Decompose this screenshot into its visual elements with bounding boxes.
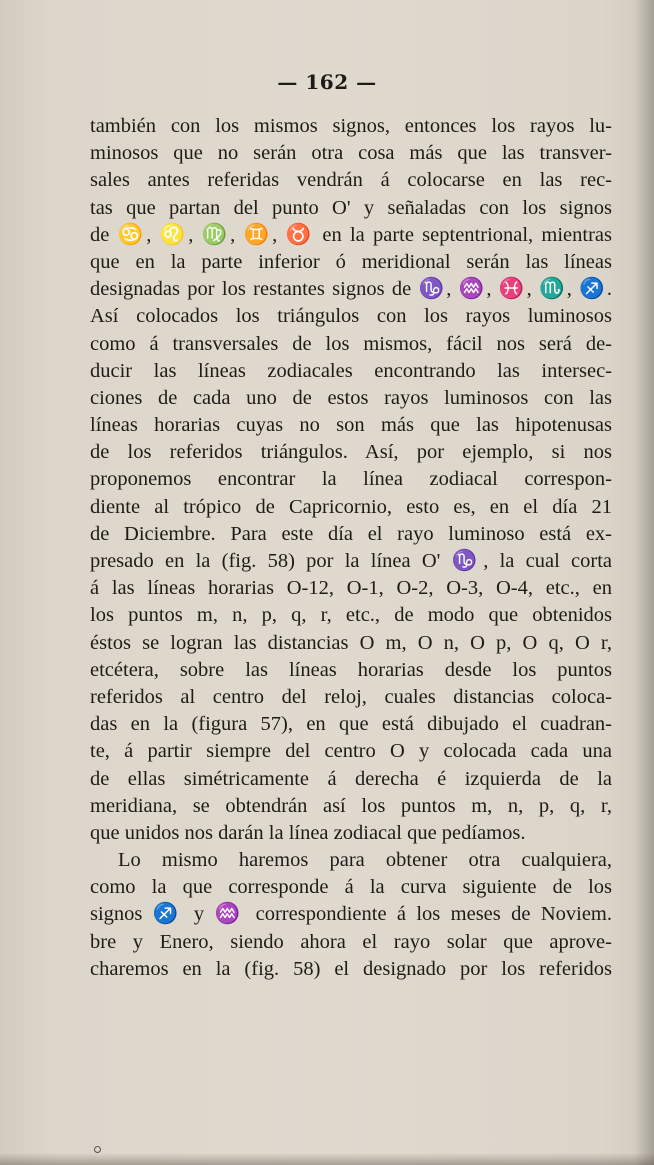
text-line: como á transversales de los mismos, fácil nos será de- [90,332,612,355]
text-line-paragraph-end: que unidos nos darán la línea zodiacal que pedíamos. [90,821,526,844]
text-line: los puntos m, n, p, q, r, etc., de modo que obtenidos [90,604,612,627]
text-line: de Diciembre. Para este día el rayo luminoso está ex- [90,522,612,545]
text-line: te, á partir siempre del centro O y colocada cada una [90,740,612,763]
text-line: tas que partan del punto O' y señaladas con los signos [90,196,612,219]
text-line: designadas por los restantes signos de ♑, ♒, ♓, ♏, ♐. [90,278,612,301]
text-line: signos ♐ y ♒ correspondiente á los meses de Noviem. [90,903,612,926]
text-line: líneas horarias cuyas no son más que las hipotenusas [90,414,612,437]
text-line: de ellas simétricamente á derecha é izquierda de la [90,767,612,790]
text-line: de ♋, ♌, ♍, ♊, ♉ en la parte septentrional, mientras [90,223,612,246]
text-line: presado en la (fig. 58) por la línea O' ♑, la cual corta [90,550,612,572]
text-line: ducir las líneas zodiacales encontrando las intersec- [90,359,612,382]
text-line: Así colocados los triángulos con los rayos luminosos [90,305,612,328]
text-line: referidos al centro del reloj, cuales distancias coloca- [90,685,612,708]
text-line-paragraph-start: Lo mismo haremos para obtener otra cualquiera, [118,849,612,872]
body-text [90,113,612,983]
text-line: ciones de cada uno de estos rayos luminosos con las [90,386,612,409]
text-line: como la que corresponde á la curva siguiente de los [90,876,612,899]
text-line: das en la (figura 57), en que está dibujado el cuadran- [90,713,612,736]
text-line: proponemos encontrar la línea zodiacal correspon- [90,468,612,491]
text-line: meridiana, se obtendrán así los puntos m, n, p, q, r, [90,794,612,817]
text-line: á las líneas horarias O-12, O-1, O-2, O-3, O-4, etc., en [90,577,612,600]
page-number: — 162 — [277,70,377,94]
text-line: charemos en la (fig. 58) el designado por los referidos [90,957,612,980]
page-bottom-edge [0,1153,654,1165]
text-line: también con los mismos signos, entonces los rayos lu- [90,115,612,137]
text-line: sales antes referidas vendrán á colocarse en las rec- [90,169,612,192]
text-line: bre y Enero, siendo ahora el rayo solar que aprove- [90,930,612,953]
text-line: éstos se logran las distancias O m, O n, O p, O q, O r, [90,631,612,654]
printer-mark [94,1146,101,1153]
text-line: diente al trópico de Capricornio, esto es, en el día 21 [90,495,612,518]
text-line: etcétera, sobre las líneas horarias desde los puntos [90,658,612,681]
text-line: de los referidos triángulos. Así, por ejemplo, si nos [90,441,612,464]
page-shadow [634,0,654,1165]
text-line: que en la parte inferior ó meridional serán las líneas [90,250,612,273]
text-line: minosos que no serán otra cosa más que las transver- [90,142,612,165]
